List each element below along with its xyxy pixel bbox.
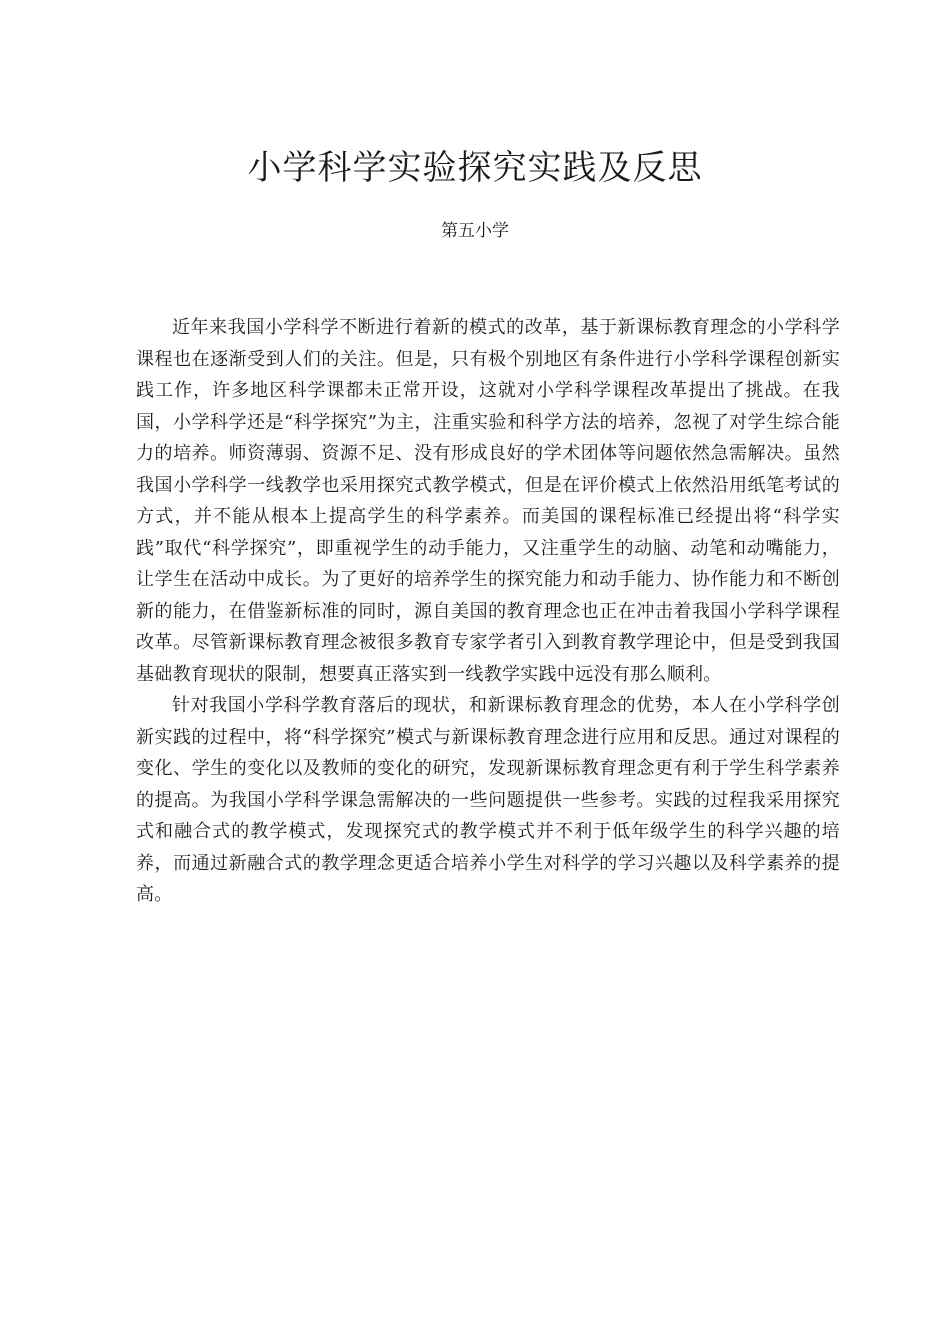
body-paragraph: 近年来我国小学科学不断进行着新的模式的改革，基于新课标教育理念的小学科学课程也在逐渐受到人们的关注。但是，只有极个别地区有条件进行小学科学课程创新实践工作，许多地区科学课都未正常开设，这就对小学科学课程改革提出了挑战。在我国，小学科学还是“科学探究”为主，注重实验和科学方法的培养，忽视了对学生综合能力的培养。师资薄弱、资源不足、没有形成良好的学术团体等问题依然急需解决。虽然我国小学科学一线教学也采用探究式教学模式，但是在评价模式上依然沿用纸笔考试的方式，并不能从根本上提高学生的科学素养。而美国的课程标准已经提出将“科学实践”取代“科学探究”，即重视学生的动手能力，又注重学生的动脑、动笔和动嘴能力，让学生在活动中成长。为了更好的培养学生的探究能力和动手能力、协作能力和不断创新的能力，在借鉴新标准的同时，源自美国的教育理念也正在冲击着我国小学科学课程改革。尽管新课标教育理念被很多教育专家学者引入到教育教学理论中，但是受到我国基础教育现状的限制，想要真正落实到一线教学实践中远没有那么顺利。 (136, 317, 840, 685)
document-title: 小学科学实验探究实践及反思 (247, 148, 703, 188)
document-author: 第五小学 (441, 221, 509, 241)
document-body (136, 312, 840, 911)
body-paragraph: 针对我国小学科学教育落后的现状，和新课标教育理念的优势，本人在小学科学创新实践的过程中，将“科学探究”模式与新课标教育理念进行应用和反思。通过对课程的变化、学生的变化以及教师的变化的研究，发现新课标教育理念更有利于学生科学素养的提高。为我国小学科学课急需解决的一些问题提供一些参考。实践的过程我采用探究式和融合式的教学模式，发现探究式的教学模式并不利于低年级学生的科学兴趣的培养，而通过新融合式的教学理念更适合培养小学生对科学的学习兴趣以及科学素养的提高。 (136, 695, 840, 905)
